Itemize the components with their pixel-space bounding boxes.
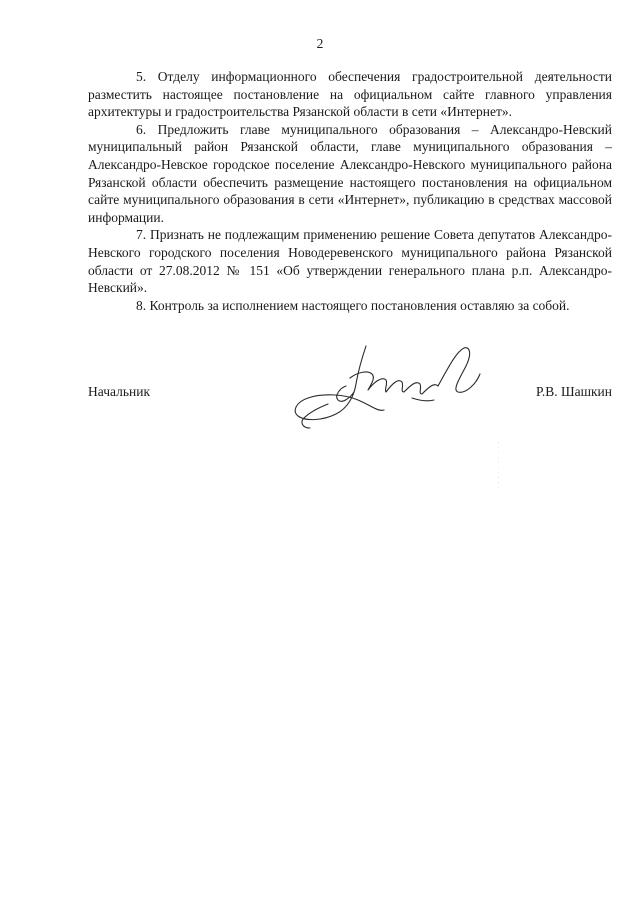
signatory-name: Р.В. Шашкин	[536, 384, 612, 399]
paragraph-7: 7. Признать не подлежащим применению решение Совета депутатов Александро-Невского городского поселения Новодеревенского муниципального района Рязанской области от 27.08.2012 № 151 «Об утверждении генерального плана р.п. Александро-Невский».	[88, 227, 612, 296]
page-number: 2	[316, 36, 324, 51]
paragraph-5: 5. Отделу информационного обеспечения градостроительной деятельности разместить настоящее постановление на официальном сайте главного управления архитектуры и градостроительства Рязанской области в сети «Интернет».	[88, 69, 612, 120]
handwritten-signature	[288, 338, 508, 438]
document-body	[88, 68, 612, 314]
paragraph-8: 8. Контроль за исполнением настоящего постановления оставляю за собой.	[136, 297, 570, 313]
signatory-title: Начальник	[88, 384, 151, 399]
scan-artifact-mark	[498, 442, 499, 492]
paragraph-6: 6. Предложить главе муниципального образования – Александро-Невский муниципальный район Рязанской области, главе муниципального образования – Александро-Невское городское поселение Александро-Невского муниципального района Рязанской области обеспечить размещение настоящего постановления на официальном сайте муниципального образования в сети «Интернет», публикацию в средствах массовой информации.	[88, 121, 612, 225]
